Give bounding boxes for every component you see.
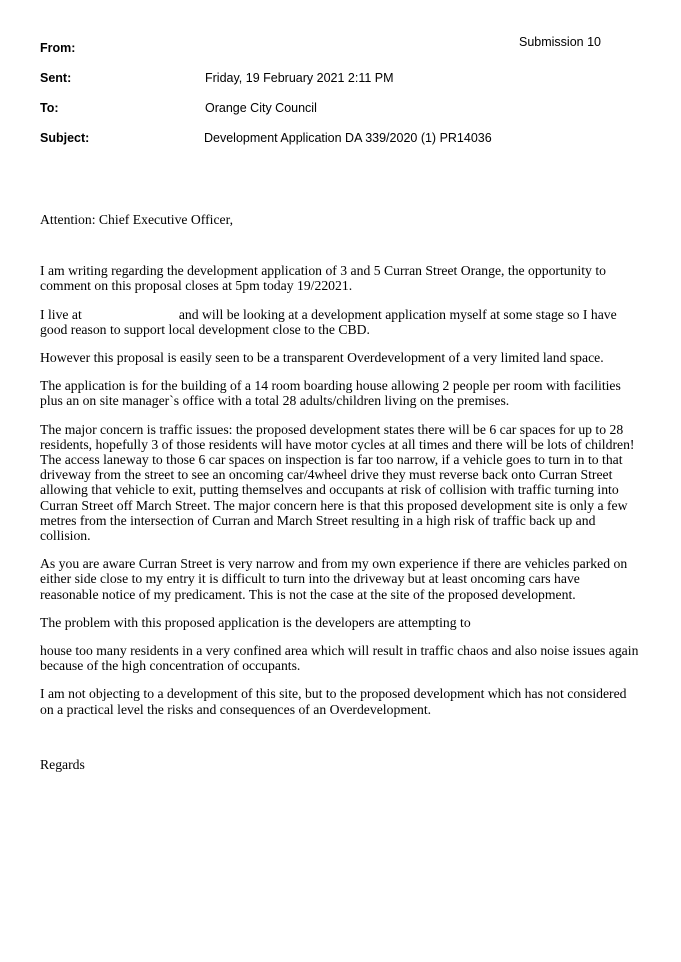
attention-line: Attention: Chief Executive Officer, — [40, 212, 234, 227]
subject-value: Development Application DA 339/2020 (1) PR14036 — [204, 131, 492, 145]
sign-off: Regards — [40, 756, 85, 772]
paragraph-overdevelopment: However this proposal is easily seen to be a transparent Overdevelopment of a very limited land space. — [40, 350, 604, 366]
letter-body — [40, 212, 640, 785]
paragraph-traffic: The major concern is traffic issues: the proposed development states there will be 6 car spaces for up to 28 residents, hopefully 3 of those residents will have motor cycles at all times and there will be lots of children! The access laneway to those 6 car spaces on inspection is far too narrow, if a vehicle goes to turn in to that driveway from the street to see an oncoming car/4wheel drive they must reverse back onto Curran Street allowing that vehicle to exit, putting themselves and occupants at risk of collision with traffic turning into Curran Street off March Street. The major concern here is that this proposed development site is only a few metres from the intersection of Curran and March Street resulting in a high risk of traffic back up and collision. — [40, 421, 635, 544]
paragraph-narrow-street: As you are aware Curran Street is very narrow and from my own experience if there are vehicles parked on either side close to my entry it is difficult to turn into the driveway but at least oncoming cars have reasonable notice of my predicament. This is not the case at the site of the proposed development. — [40, 556, 628, 602]
residence-rest: and will be looking at a development application myself at some stage so I have good reason to support local development close to the CBD. — [40, 306, 617, 337]
sent-value: Friday, 19 February 2021 2:11 PM — [205, 71, 394, 85]
paragraph-opening: I am writing regarding the development application of 3 and 5 Curran Street Orange, the opportunity to comment on this proposal closes at 5pm today 19/22021. — [40, 263, 606, 294]
paragraph-residence — [40, 307, 640, 337]
paragraph-application: The application is for the building of a 14 room boarding house allowing 2 people per room with facilities plus an on site manager`s office with a total 28 adults/children living on the premises. — [40, 378, 621, 409]
submission-number: Submission 10 — [519, 35, 601, 49]
paragraph-residents: house too many residents in a very confined area which will result in traffic chaos and also noise issues again because of the high concentration of occupants. — [40, 643, 639, 674]
residence-intro: I live at — [40, 306, 82, 322]
paragraph-not-objecting: I am not objecting to a development of this site, but to the proposed development which has not considered on a practical level the risks and consequences of an Overdevelopment. — [40, 686, 627, 717]
paragraph-problem: The problem with this proposed application is the developers are attempting to — [40, 614, 471, 630]
sent-label: Sent: — [40, 71, 72, 85]
to-value: Orange City Council — [205, 101, 317, 115]
subject-label: Subject: — [40, 131, 90, 145]
from-label: From: — [40, 41, 76, 55]
to-label: To: — [40, 101, 59, 115]
